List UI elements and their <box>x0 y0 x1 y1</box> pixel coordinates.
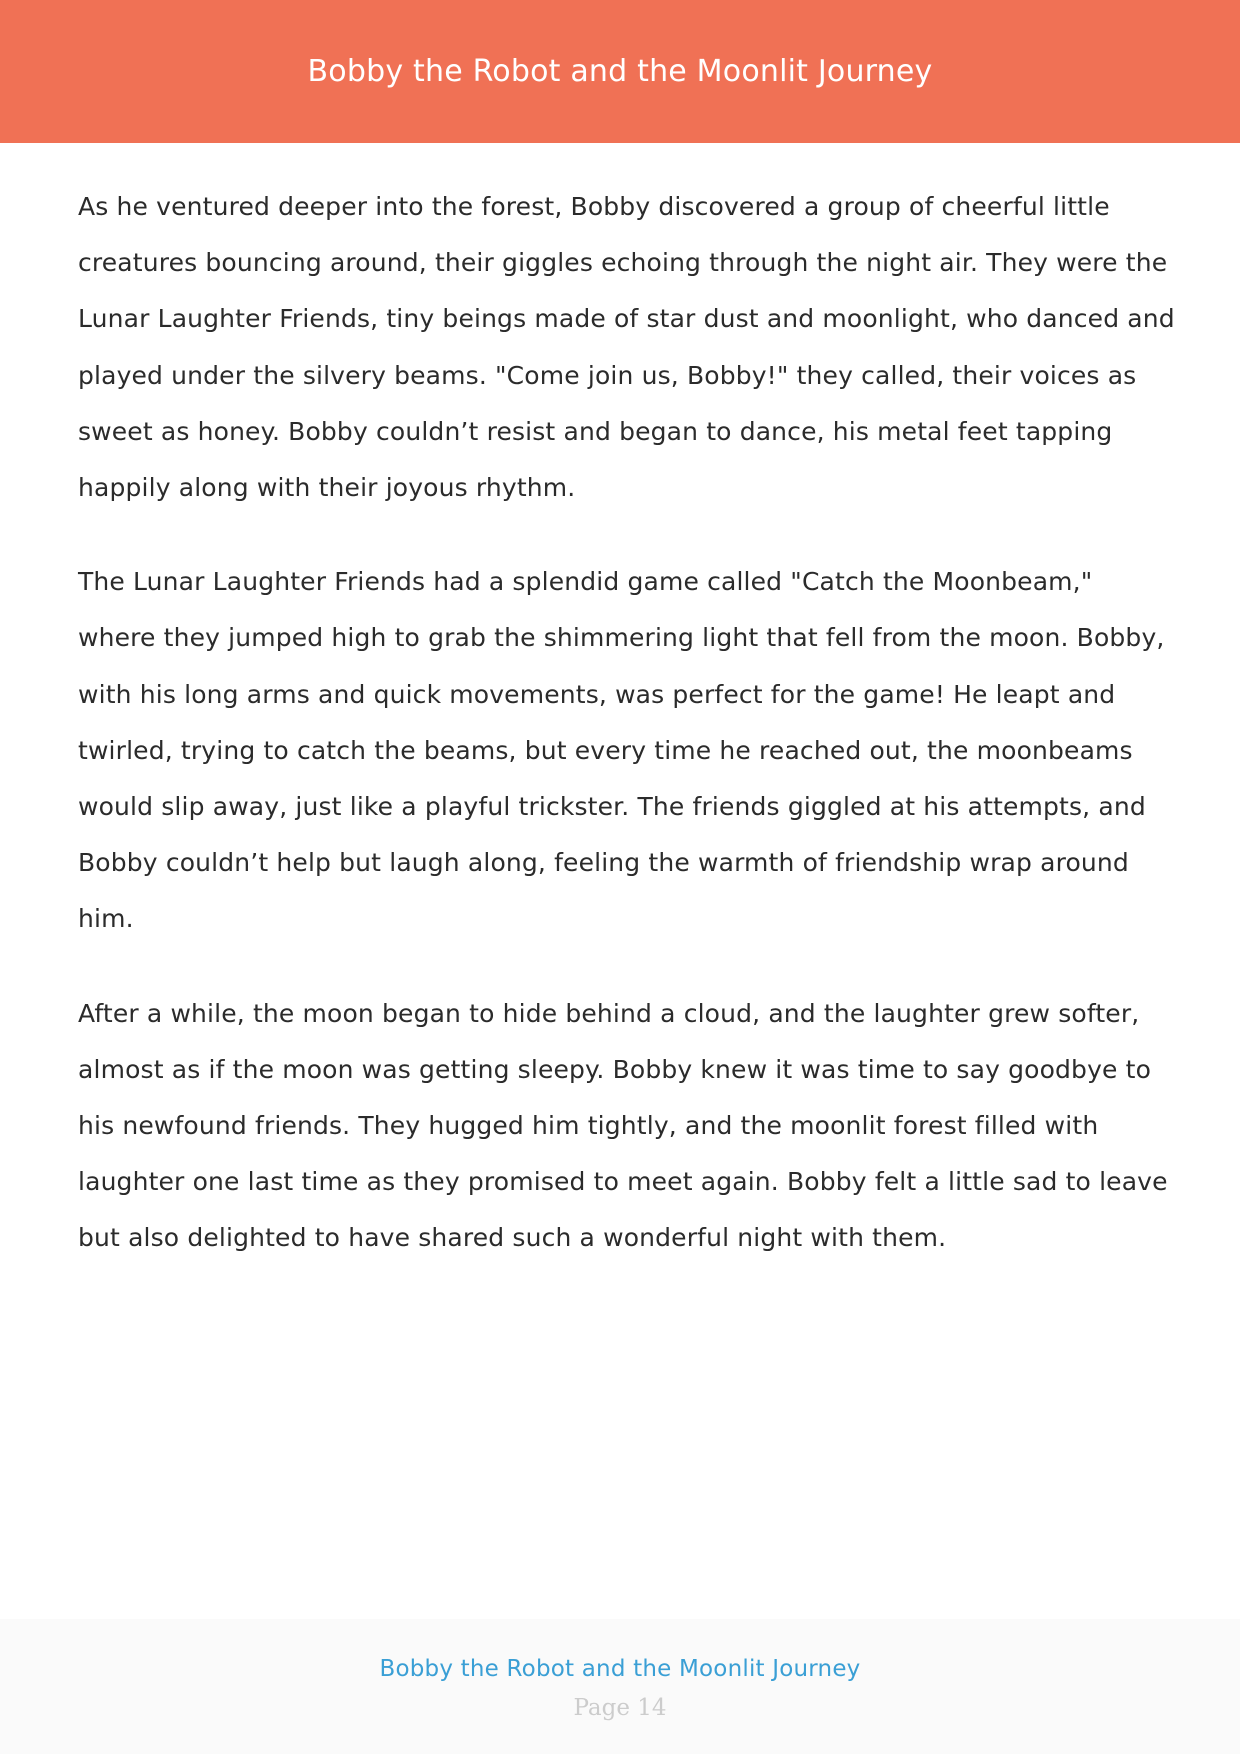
page-footer <box>0 1619 1240 1754</box>
page-number: Page 14 <box>573 1695 667 1721</box>
story-paragraph: After a while, the moon began to hide behind a cloud, and the laughter grew softer, almost as if the moon was getting sleepy. Bobby knew it was time to say goodbye to his newfound friends. They hugged him tightly, and the moonlit forest filled with laughter one last time as they promised to meet again. Bobby felt a little sad to leave but also delighted to have shared such a wonderful night with them. <box>78 998 1168 1253</box>
page-header-title: Bobby the Robot and the Moonlit Journey <box>307 53 933 89</box>
page-header <box>0 0 1240 143</box>
story-paragraph: As he ventured deeper into the forest, Bobby discovered a group of cheerful little creatures bouncing around, their giggles echoing through the night air. They were the Lunar Laughter Friends, tiny beings made of star dust and moonlight, who danced and played under the silvery beams. "Come join us, Bobby!" they called, their voices as sweet as honey. Bobby couldn’t resist and began to dance, his metal feet tapping happily along with their joyous rhythm. <box>78 192 1175 503</box>
story-body <box>78 179 1178 1305</box>
story-paragraph: The Lunar Laughter Friends had a splendid game called "Catch the Moonbeam," where they jumped high to grab the shimmering light that fell from the moon. Bobby, with his long arms and quick movements, was perfect for the game! He leapt and twirled, trying to catch the beams, but every time he reached out, the moonbeams would slip away, just like a playful trickster. The friends giggled at his attempts, and Bobby couldn’t help but laugh along, feeling the warmth of friendship wrap around him. <box>78 567 1165 934</box>
footer-book-title: Bobby the Robot and the Moonlit Journey <box>379 1656 861 1682</box>
